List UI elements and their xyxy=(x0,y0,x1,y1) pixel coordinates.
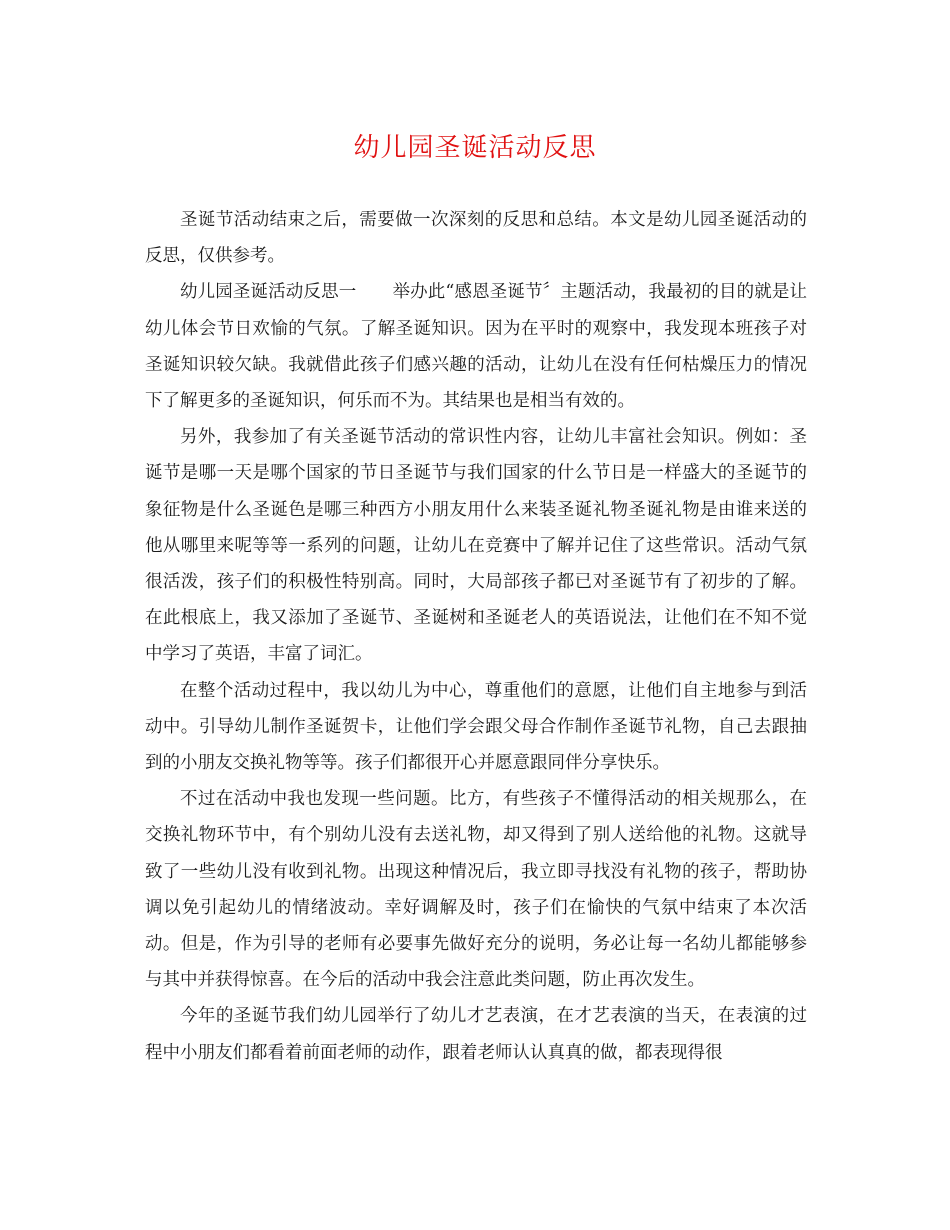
paragraph-child-centered xyxy=(145,673,807,782)
paragraph-text: 今年的圣诞节我们幼儿园举行了幼儿才艺表演，在才艺表演的当天，在表演的过程中小朋友们都看着前面老师的动作，跟着老师认认真真的做，都表现得很 xyxy=(145,1006,807,1063)
paragraph-reflection-one xyxy=(145,274,807,419)
section-heading: 幼儿园圣诞活动反思一 xyxy=(180,282,357,303)
paragraph-text: 另外，我参加了有关圣诞节活动的常识性内容，让幼儿丰富社会知识。例如：圣诞节是哪一天是哪个国家的节日圣诞节与我们国家的什么节日是一样盛大的圣诞节的象征物是什么圣诞色是哪三种西方小朋友用什么来装圣诞礼物圣诞礼物是由谁来送的他从哪里来呢等等一系列的问题，让幼儿在竞赛中了解并记住了这些常识。活动气氛很活泼，孩子们的积极性特别高。同时，大局部孩子都已对圣诞节有了初步的了解。在此根底上，我又添加了圣诞节、圣诞树和圣诞老人的英语说法，让他们在不知不觉中学习了英语，丰富了词汇。 xyxy=(145,427,807,665)
paragraph-intro xyxy=(145,202,807,274)
paragraph-text: 举办此“感恩圣诞节〞主题活动，我最初的目的就是让幼儿体会节日欢愉的气氛。了解圣诞知识。因为在平时的观察中，我发现本班孩子对圣诞知识较欠缺。我就借此孩子们感兴趣的活动，让幼儿在没有任何枯燥压力的情况下了解更多的圣诞知识，何乐而不为。其结果也是相当有效的。 xyxy=(145,282,807,412)
paragraph-text: 在整个活动过程中，我以幼儿为中心，尊重他们的意愿，让他们自主地参与到活动中。引导幼儿制作圣诞贺卡，让他们学会跟父母合作制作圣诞节礼物，自己去跟抽到的小朋友交换礼物等等。孩子们都很开心并愿意跟同伴分享快乐。 xyxy=(145,680,807,774)
document-title: 幼儿园圣诞活动反思 xyxy=(353,133,597,163)
paragraph-text: 不过在活动中我也发现一些问题。比方，有些孩子不懂得活动的相关规那么，在交换礼物环节中，有个别幼儿没有去送礼物，却又得到了别人送给他的礼物。这就导致了一些幼儿没有收到礼物。出现这种情况后，我立即寻找没有礼物的孩子，帮助协调以免引起幼儿的情绪波动。幸好调解及时，孩子们在愉快的气氛中结束了本次活动。但是，作为引导的老师有必要事先做好充分的说明，务必让每一名幼儿都能够参与其中并获得惊喜。在今后的活动中我会注意此类问题，防止再次发生。 xyxy=(145,789,807,991)
paragraph-talent-show xyxy=(145,998,807,1070)
paragraph-problems xyxy=(145,781,807,998)
document-body xyxy=(145,202,807,1071)
paragraph-common-knowledge xyxy=(145,419,807,672)
paragraph-text: 圣诞节活动结束之后，需要做一次深刻的反思和总结。本文是幼儿园圣诞活动的反思，仅供参考。 xyxy=(145,210,807,267)
